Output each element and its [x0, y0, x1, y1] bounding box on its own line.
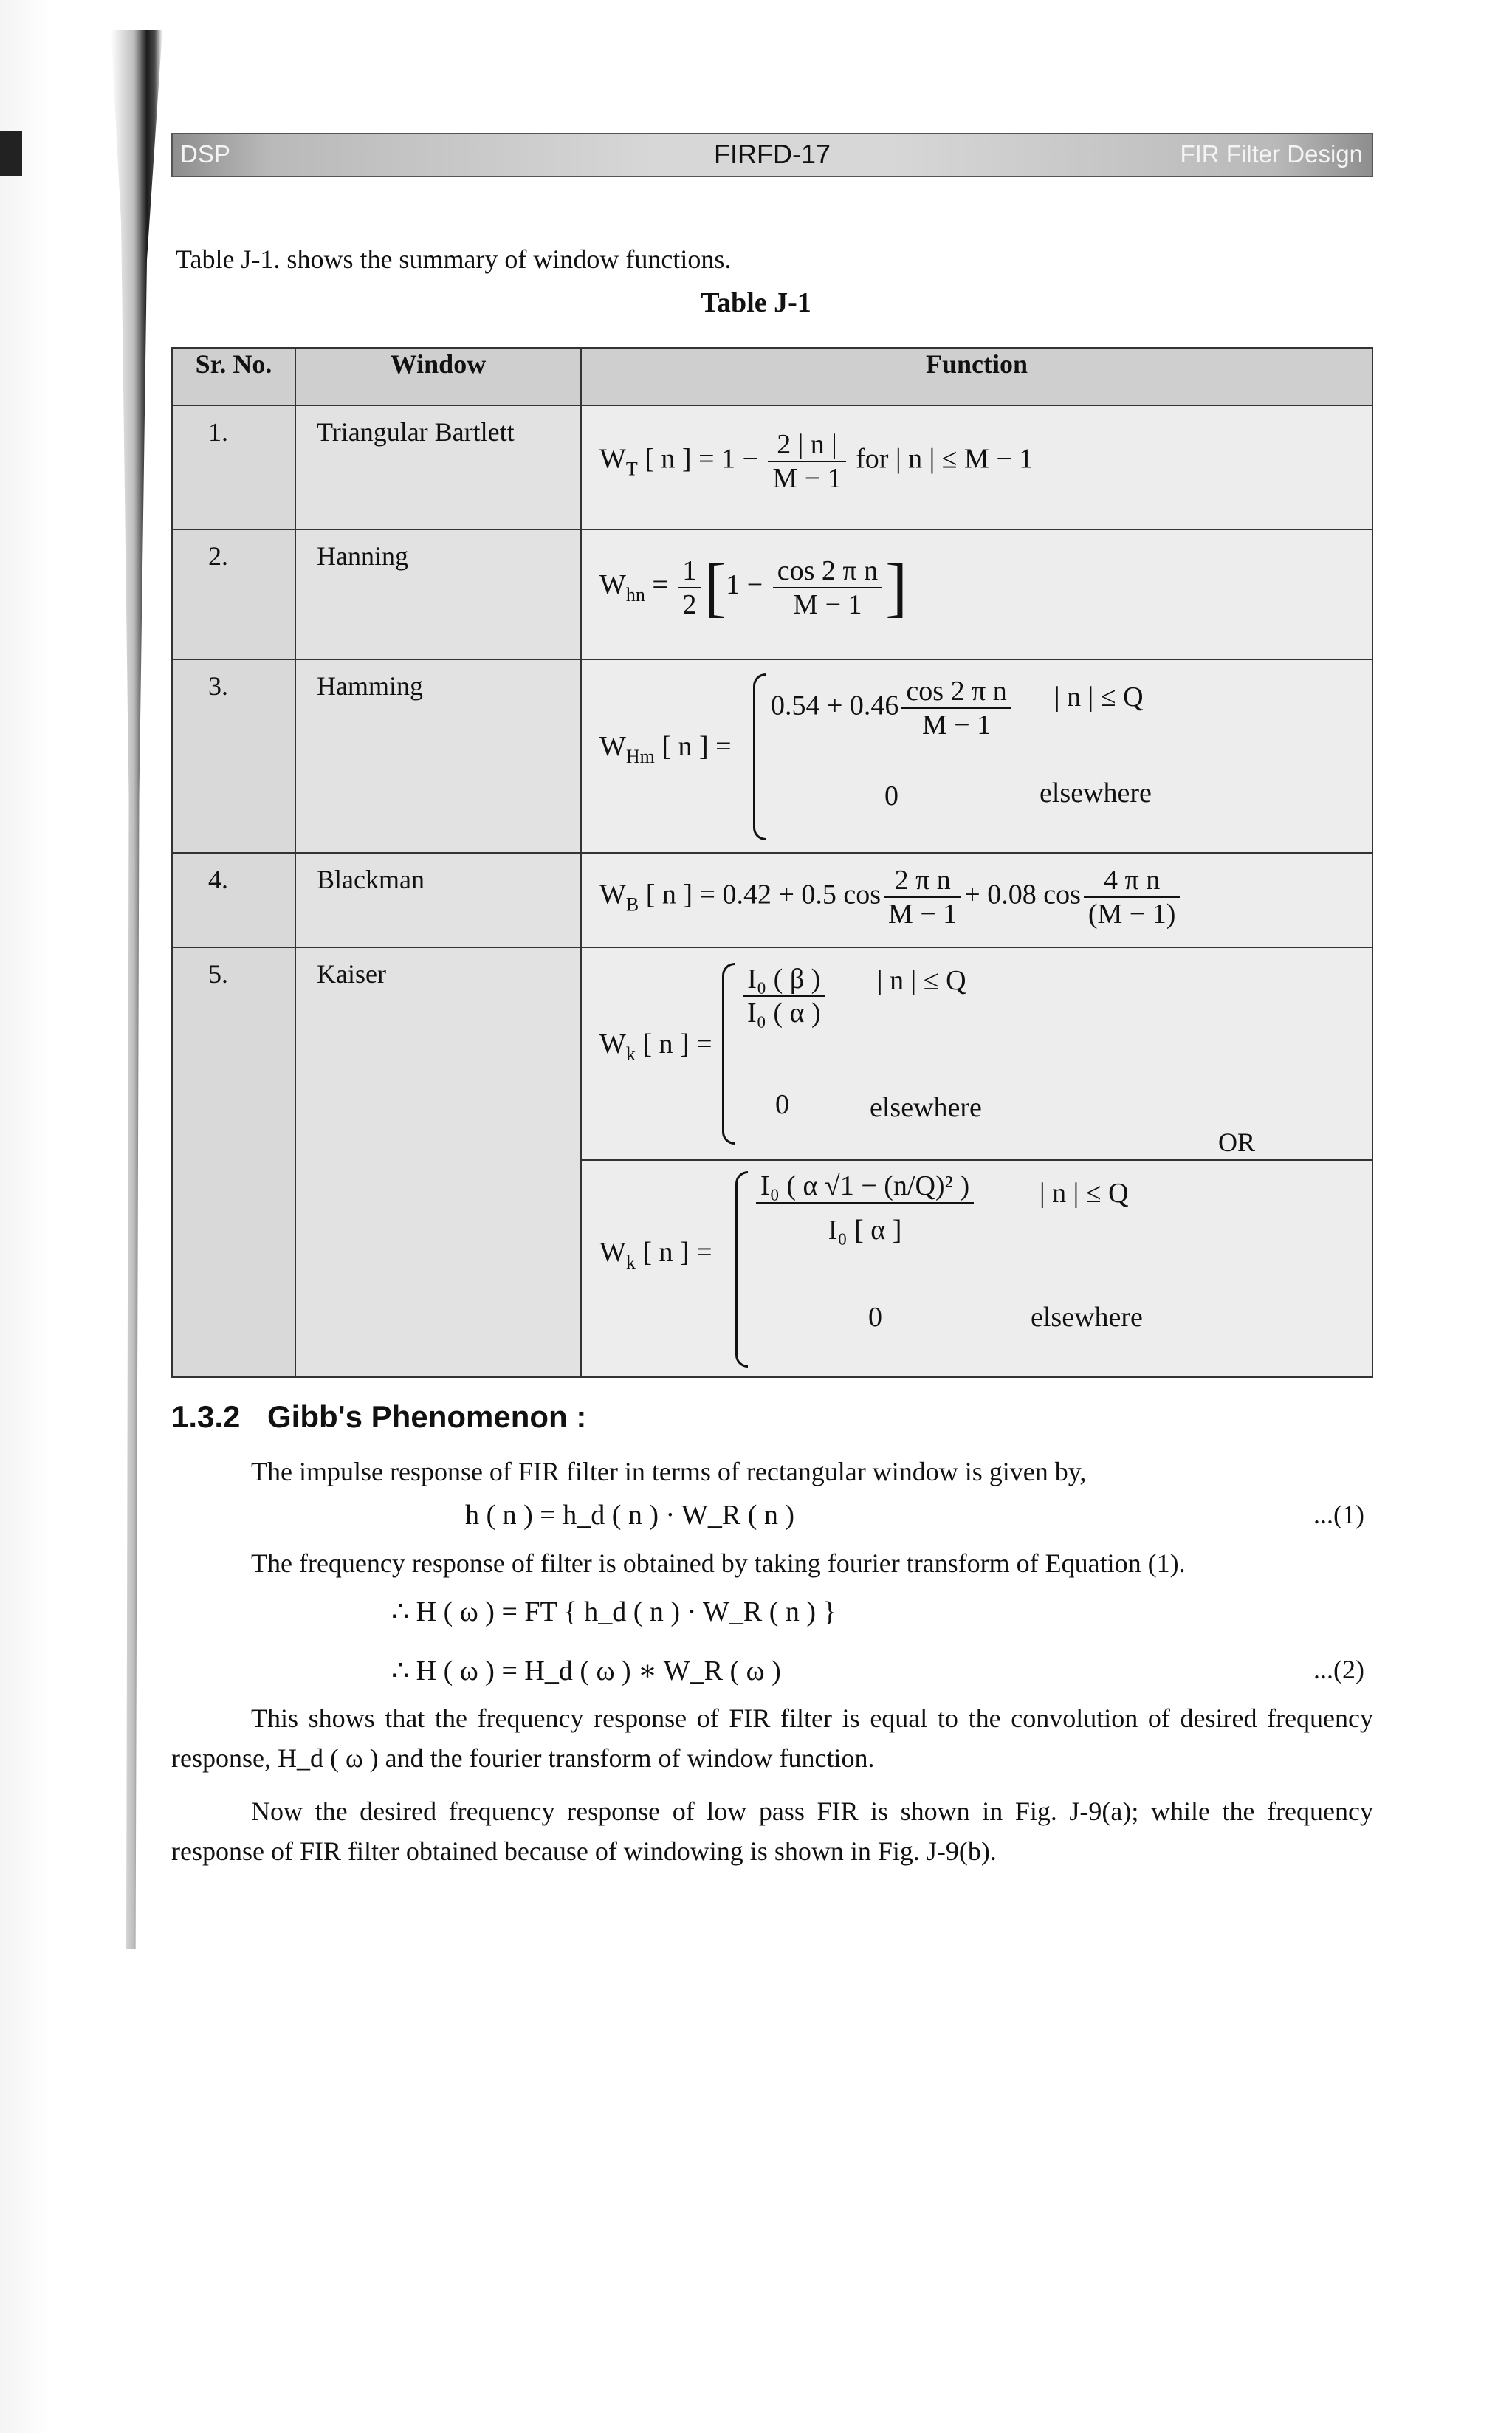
running-header: [171, 133, 1373, 177]
row-window: Hanning: [317, 541, 408, 571]
hanning-formula: $W_{hn}$ = $\frac{1}{2}$ [1 − $\frac{\text{cos 2 π n}}{M - 1}$ ]: [581, 529, 1372, 659]
paragraph-4: Now the desired frequency response of low pass FIR is shown in Fig. J-9(a); while the frequency response of FIR filter obtained because of windowing is shown in Fig. J-9(b).: [171, 1797, 1373, 1866]
equation-1: h ( n ) = h_d ( n ) · W_R ( n ): [465, 1500, 795, 1531]
header-page-number: FIRFD-17: [713, 139, 831, 169]
row-sr: 5.: [208, 959, 228, 989]
scan-margin: [0, 0, 52, 2433]
header-window: Window: [295, 348, 581, 405]
paragraph-2: The frequency response of filter is obtained by taking fourier transform of Equation (1).: [251, 1548, 1186, 1578]
kaiser-formulas: $W_k$ [ n ] = $\frac{\text{I₀ ( β )}}{\text{I₀ ( α )}}$ | n | ≤ Q 0 elsewhere OR $W_k$ [ n ] = $\frac{\text{I₀ ( α √1 − (n/Q)² )}}{\text{I₀ [ α ]}}$ | n | ≤ Q 0 elsewhere: [581, 947, 1372, 1377]
window-functions-table: [171, 347, 1373, 1378]
row-sr: 4.: [208, 865, 228, 894]
section-number: 1.3.2: [171, 1399, 241, 1434]
paragraph-3: This shows that the frequency response of FIR filter is equal to the convolution of desired frequency response, H_d ( ω ) and the fourier transform of window function.: [171, 1703, 1373, 1773]
row-sr: 3.: [208, 671, 228, 701]
table-header-row: [172, 348, 1372, 405]
bartlett-formula: $W_T$ [ n ] = 1 − $\frac{2 | n |}{M - 1}$ for | n | ≤ M − 1: [581, 405, 1372, 529]
table-caption: Table J-1: [701, 287, 811, 318]
equation-3: ∴ H ( ω ) = H_d ( ω ) ∗ W_R ( ω ): [391, 1655, 781, 1686]
intro-text: Table J-1. shows the summary of window functions.: [176, 244, 732, 274]
section-heading: [171, 1399, 586, 1435]
row-sr: 1.: [208, 417, 228, 447]
hamming-formula: $W_{Hm}$ [ n ] = 0.54 + 0.46 $\frac{\text{cos 2 π n}}{M - 1}$ | n | ≤ Q 0 elsewhere: [581, 659, 1372, 853]
table-row: [172, 659, 1372, 853]
or-label: OR: [1218, 1128, 1256, 1157]
equation-2: ∴ H ( ω ) = FT { h_d ( n ) · W_R ( n ) }: [391, 1596, 836, 1627]
table-row: [172, 529, 1372, 659]
header-left: DSP: [180, 140, 230, 168]
row-window: Blackman: [317, 865, 425, 894]
table-row: [172, 853, 1372, 947]
row-window: Hamming: [317, 671, 423, 701]
table-row: [172, 405, 1372, 529]
section-title: Gibb's Phenomenon :: [267, 1399, 587, 1434]
row-window: Kaiser: [317, 959, 386, 989]
equation-1-number: ...(1): [1313, 1500, 1364, 1529]
paragraph-1: The impulse response of FIR filter in terms of rectangular window is given by,: [251, 1457, 1087, 1486]
header-function: Function: [581, 348, 1372, 405]
header-right: FIR Filter Design: [1180, 140, 1363, 168]
row-window: Triangular Bartlett: [317, 417, 515, 447]
table-row: [172, 947, 1372, 1377]
header-sr-no: Sr. No.: [172, 348, 295, 405]
row-sr: 2.: [208, 541, 228, 571]
equation-3-number: ...(2): [1313, 1655, 1364, 1684]
page-edge-marker: [0, 131, 22, 176]
blackman-formula: $W_B$ [ n ] = 0.42 + 0.5 cos $\frac{\text{2 π n}}{M - 1}$ + 0.08 cos $\frac{\text{4 π n}}{(M - 1)}$: [581, 853, 1372, 947]
